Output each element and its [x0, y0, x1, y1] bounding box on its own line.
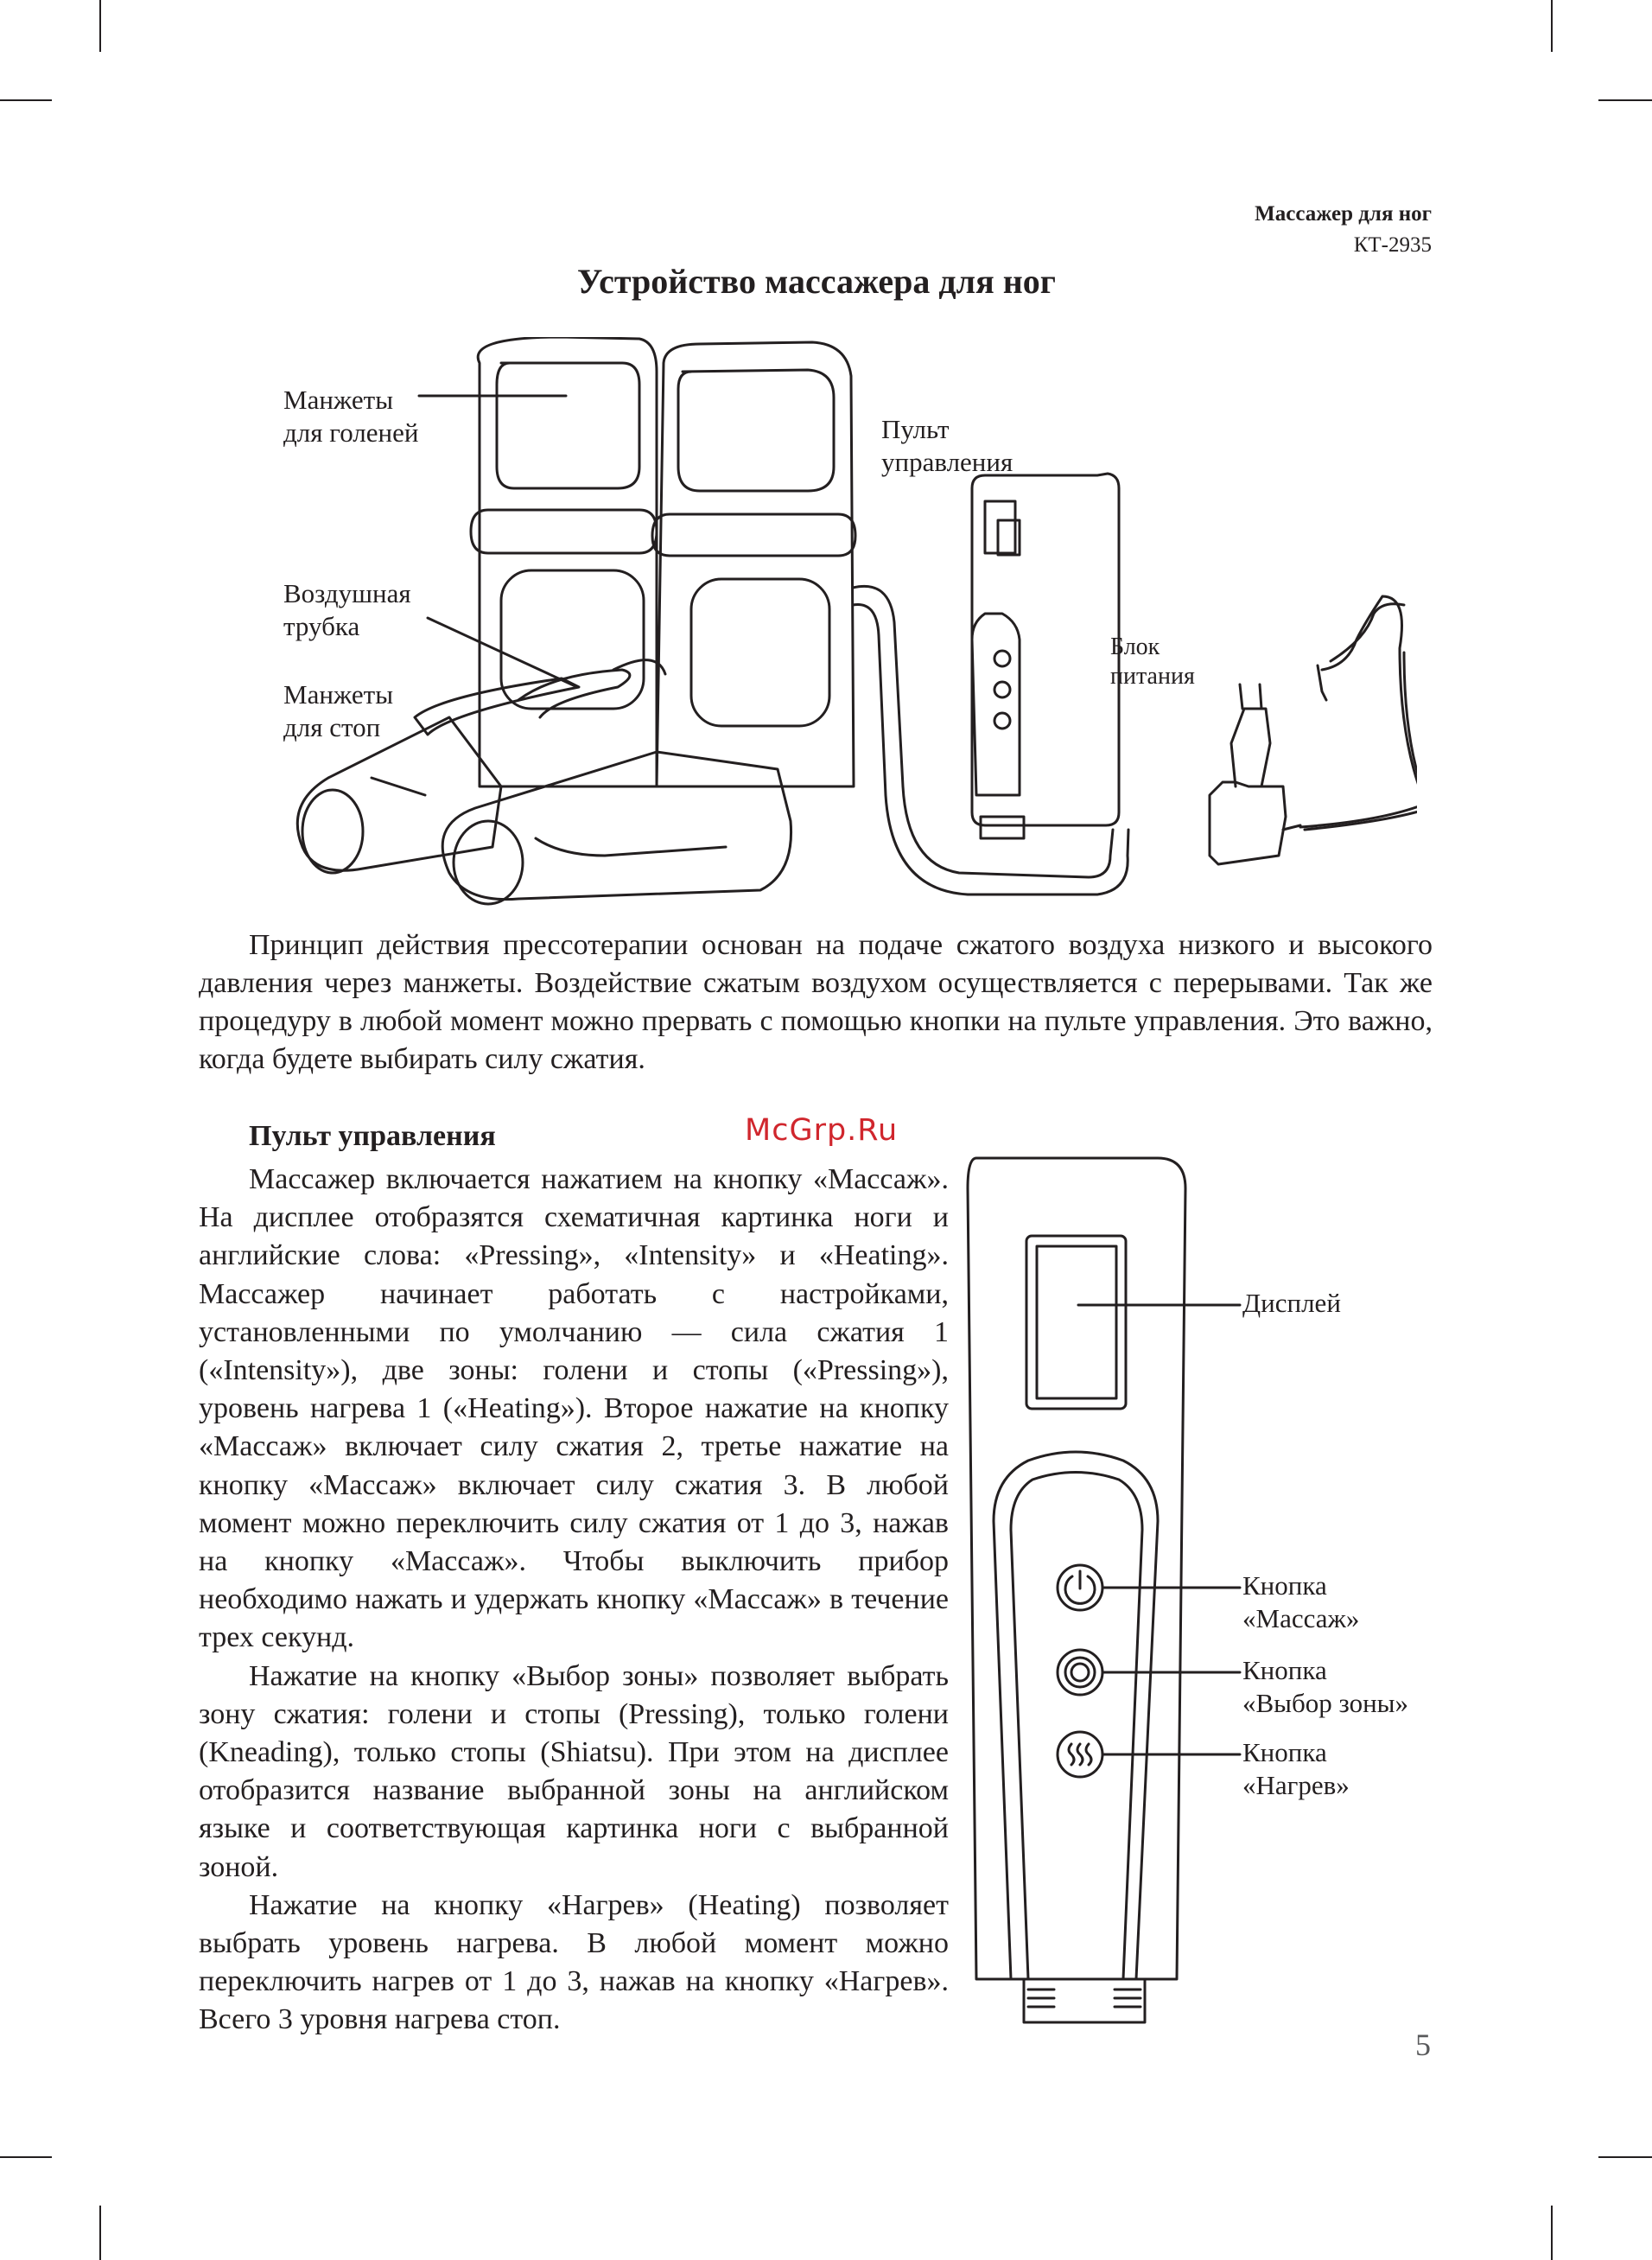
label-shin-cuffs: Манжеты для голеней	[283, 385, 419, 448]
section-body	[199, 1161, 949, 2040]
label-power-unit: Блок питания	[1110, 633, 1195, 690]
crop-mark	[1551, 0, 1553, 52]
crop-mark	[99, 2206, 101, 2260]
remote-illustration	[950, 1149, 1434, 2040]
label-remote: Пульт управления	[881, 414, 1013, 477]
crop-mark	[1551, 2206, 1553, 2260]
label-heat-button: Кнопка «Нагрев»	[1242, 1737, 1350, 1800]
header-model: КТ-2935	[1353, 233, 1432, 257]
section-title: Пульт управления	[249, 1120, 496, 1152]
heat-button-graphic	[1058, 1732, 1102, 1777]
massage-button-graphic	[1058, 1565, 1102, 1610]
crop-mark	[99, 0, 101, 52]
label-air-tube: Воздушная трубка	[283, 578, 411, 641]
crop-mark	[0, 99, 52, 101]
running-header	[1255, 199, 1432, 261]
label-display: Дисплей	[1242, 1288, 1341, 1318]
remote-figure	[950, 1149, 1434, 2040]
paragraph-massage: Массажер включается нажатием на кнопку «Массаж». На дисплее отобразятся схематичная картинка ноги и английские слова: «Pressing», «Intensity» и «Heating». Массажер начинает работать с настройками, установленными по умолчанию — сила сжатия 1 («Intensity»), две зоны: голени и стопы («Pressing»), уровень нагрева 1 («Heating»). Второе нажатие на кнопку «Массаж» включает силу сжатия 2, третье нажатие на кнопку «Массаж» включает силу сжатия 3. В любой момент можно переключить силу сжатия от 1 до 3, нажав на кнопку «Массаж». Чтобы выключить прибор необходимо нажать и удержать кнопку «Массаж» в течение трех секунд.	[199, 1163, 949, 1654]
label-zone-button: Кнопка «Выбор зоны»	[1242, 1655, 1409, 1718]
page-number: 5	[1415, 2028, 1431, 2062]
paragraph-zone: Нажатие на кнопку «Выбор зоны» позволяет выбрать зону сжатия: голени и стопы (Pressing), только голени (Kneading), только стопы (Shiatsu). При этом на дисплее отобразится название выбранной зоны на английском языке и соответствующая картинка ноги с выбранной зоной.	[199, 1659, 949, 1883]
crop-mark	[1598, 99, 1652, 101]
device-figure	[276, 337, 1417, 925]
page-title: Устройство массажера для ног	[577, 262, 1056, 301]
crop-mark	[1598, 2156, 1652, 2158]
zone-button-graphic	[1058, 1650, 1102, 1695]
label-foot-cuffs: Манжеты для стоп	[283, 679, 394, 742]
device-illustration	[276, 337, 1417, 925]
paragraph-heat: Нажатие на кнопку «Нагрев» (Heating) позволяет выбрать уровень нагрева. В любой момент можно переключить нагрев от 1 до 3, нажав на кнопку «Нагрев». Всего 3 уровня нагрева стоп.	[199, 1888, 949, 2036]
watermark: McGrp.Ru	[745, 1113, 899, 1148]
label-massage-button: Кнопка «Массаж»	[1242, 1570, 1360, 1633]
intro-paragraph: Принцип действия прессотерапии основан на подаче сжатого воздуха низкого и высокого давления через манжеты. Воздействие сжатым воздухом осуществляется с перерывами. Так же процедуру в любой момент можно прервать с помощью кнопки на пульте управления. Это важно, когда будете выбирать силу сжатия.	[199, 929, 1433, 1075]
header-title: Массажер для ног	[1255, 202, 1432, 226]
crop-mark	[0, 2156, 52, 2158]
